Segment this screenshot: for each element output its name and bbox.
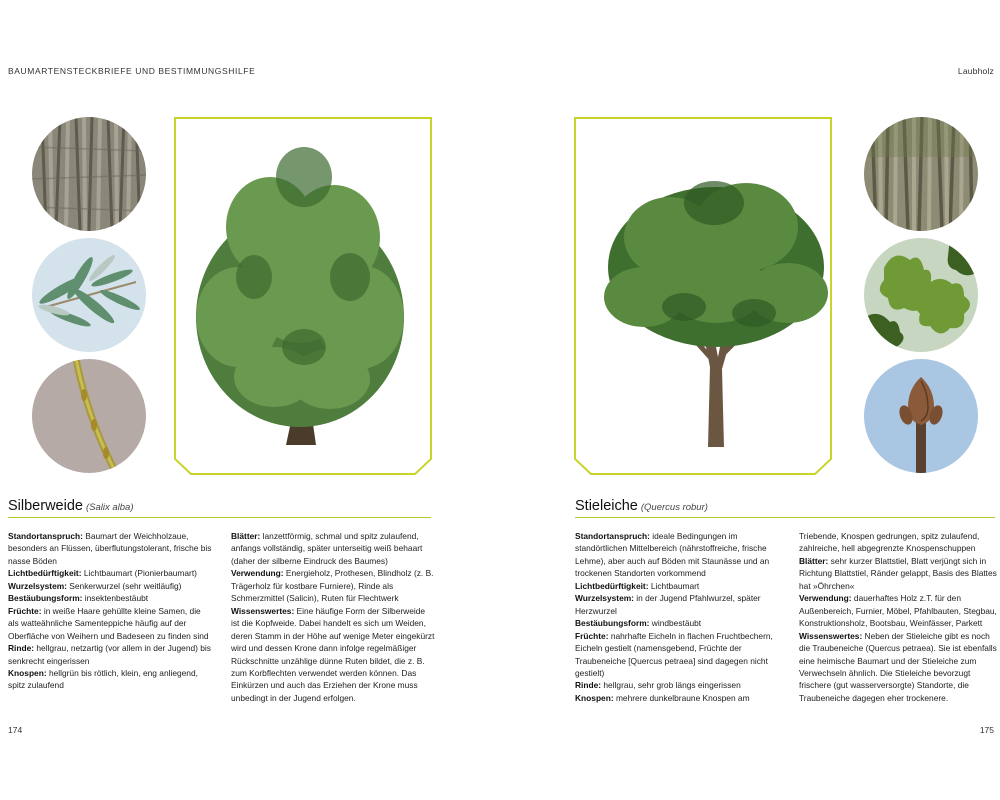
description-column-1 [575, 530, 781, 704]
tree-illustration-frame [174, 117, 432, 475]
entry-lichtbeduerftigkeit: Lichtbedürftigkeit: Lichtbaumart (Pionierbaumart) [8, 568, 197, 579]
twig-bud-photo [32, 359, 146, 473]
entry-wissenswertes: Wissenswertes: Neben der Stieleiche gibt es noch die Traubeneiche (Quercus petraea). Sie ist ebenfalls eine heimische Baumart und der Stieleiche zum Verwechseln ähnlich. Die Stieleiche bevorzugt frischere (gut wasserversorgte) Standorte, die Traubeneiche dagegen eher trockenere. [799, 630, 997, 703]
entry-wurzelsystem: Wurzelsystem: Senkerwurzel (sehr weitläufig) [8, 580, 182, 591]
description-column-1 [8, 530, 213, 692]
leaves-photo [32, 238, 146, 352]
entry-knospen: Knospen: mehrere dunkelbraune Knospen am [575, 692, 750, 703]
bud-photo [864, 359, 978, 473]
species-name: Silberweide [8, 498, 83, 514]
running-header-left: BAUMARTENSTECKBRIEFE UND BESTIMMUNGSHILFE [8, 66, 256, 76]
bark-photo [32, 117, 146, 231]
entry-blaetter: Blätter: lanzettförmig, schmal und spitz zulaufend, anfangs vollständig, später unterseitig weiß behaart (daher der silberne Eindruck des Baumes) [231, 531, 423, 566]
oak-leaves-photo [864, 238, 978, 352]
description-column-2 [799, 530, 999, 704]
entry-fruechte: Früchte: nahrhafte Eicheln in flachen Fruchtbechern, Eicheln gestielt (namensgebend, Früchte der Traubeneiche [Quercus petraea] sind dagegen nicht gestielt) [575, 630, 773, 678]
title-rule [8, 517, 431, 518]
tree-illustration-frame [574, 117, 832, 475]
entry-knospen-continued: Triebende, Knospen gedrungen, spitz zulaufend, zahlreiche, hell abgegrenzte Knospenschuppen [799, 531, 980, 554]
species-name: Stieleiche [575, 498, 638, 514]
entry-blaetter: Blätter: sehr kurzer Blattstiel, Blatt verjüngt sich in Richtung Blattstiel, Ränder gelappt, Basis des Blattes hat »Öhrchen« [799, 555, 997, 591]
entry-wurzelsystem: Wurzelsystem: in der Jugend Pfahlwurzel, später Herzwurzel [575, 593, 761, 616]
species-title [575, 498, 708, 514]
entry-knospen: Knospen: hellgrün bis rötlich, klein, eng anliegend, spitz zulaufend [8, 667, 198, 691]
species-title [8, 498, 134, 514]
title-rule [575, 517, 995, 518]
entry-lichtbeduerftigkeit: Lichtbedürftigkeit: Lichtbaumart [575, 580, 700, 591]
page-number: 175 [979, 725, 994, 735]
entry-standortanspruch: Standortanspruch: ideale Bedingungen im standörtlichen Mittelbereich (nährstoffreiche, frische Lehme), aber auch auf Böden mit Staunässe und an trockenen Standorten vorkommend [575, 531, 770, 579]
entry-verwendung: Verwendung: dauerhaftes Holz z.T. für den Außenbereich, Furnier, Möbel, Pfahlbauten, Stegbau, Konstruktionsholz, Bootsbau, Weinfässer, Parkett [799, 593, 997, 629]
species-latin-name: (Quercus robur) [640, 502, 708, 513]
bark-photo [864, 117, 978, 231]
entry-standortanspruch: Standortanspruch: Baumart der Weichholzaue, besonders an Flüssen, überflutungstolerant, frische bis nasse Böden [8, 531, 212, 566]
description-column-2 [231, 530, 435, 704]
page-number: 174 [8, 725, 23, 735]
entry-wissenswertes: Wissenswertes: Eine häufige Form der Silberweide ist die Kopfweide. Dabei handelt es sich um Weiden, deren Stamm in der Höhe auf wenige Meter eingekürzt wird und dessen Krone dann infolge regelmäßiger Rückschnitte unzählige dünne Ruten bildet, die z. B. zum Korbflechten verwendet werden können. Das Einkürzen und auch das Erziehen der Krone muss unbedingt in der Jugend erfolgen. [231, 605, 435, 703]
species-latin-name: (Salix alba) [85, 502, 134, 513]
entry-bestaeubungsform: Bestäubungsform: insektenbestäubt [8, 593, 149, 604]
entry-rinde: Rinde: hellgrau, sehr grob längs eingerissen [575, 680, 741, 691]
entry-fruechte: Früchte: in weiße Haare gehüllte kleine Samen, die als watteähnliche Samenteppiche häufig auf der Oberfläche von Weihern und Badeseen zu finden sind [8, 605, 209, 641]
entry-rinde: Rinde: hellgrau, netzartig (vor allem in der Jugend) bis senkrecht eingerissen [8, 643, 211, 666]
entry-bestaeubungsform: Bestäubungsform: windbestäubt [575, 618, 702, 629]
running-header-right: Laubholz [957, 66, 994, 76]
entry-verwendung: Verwendung: Energieholz, Prothesen, Blindholz (z. B. Trägerholz für kostbare Furniere), Rinde als Schmerzmittel (Salicin), Ruten für Flechtwerk [231, 568, 434, 604]
